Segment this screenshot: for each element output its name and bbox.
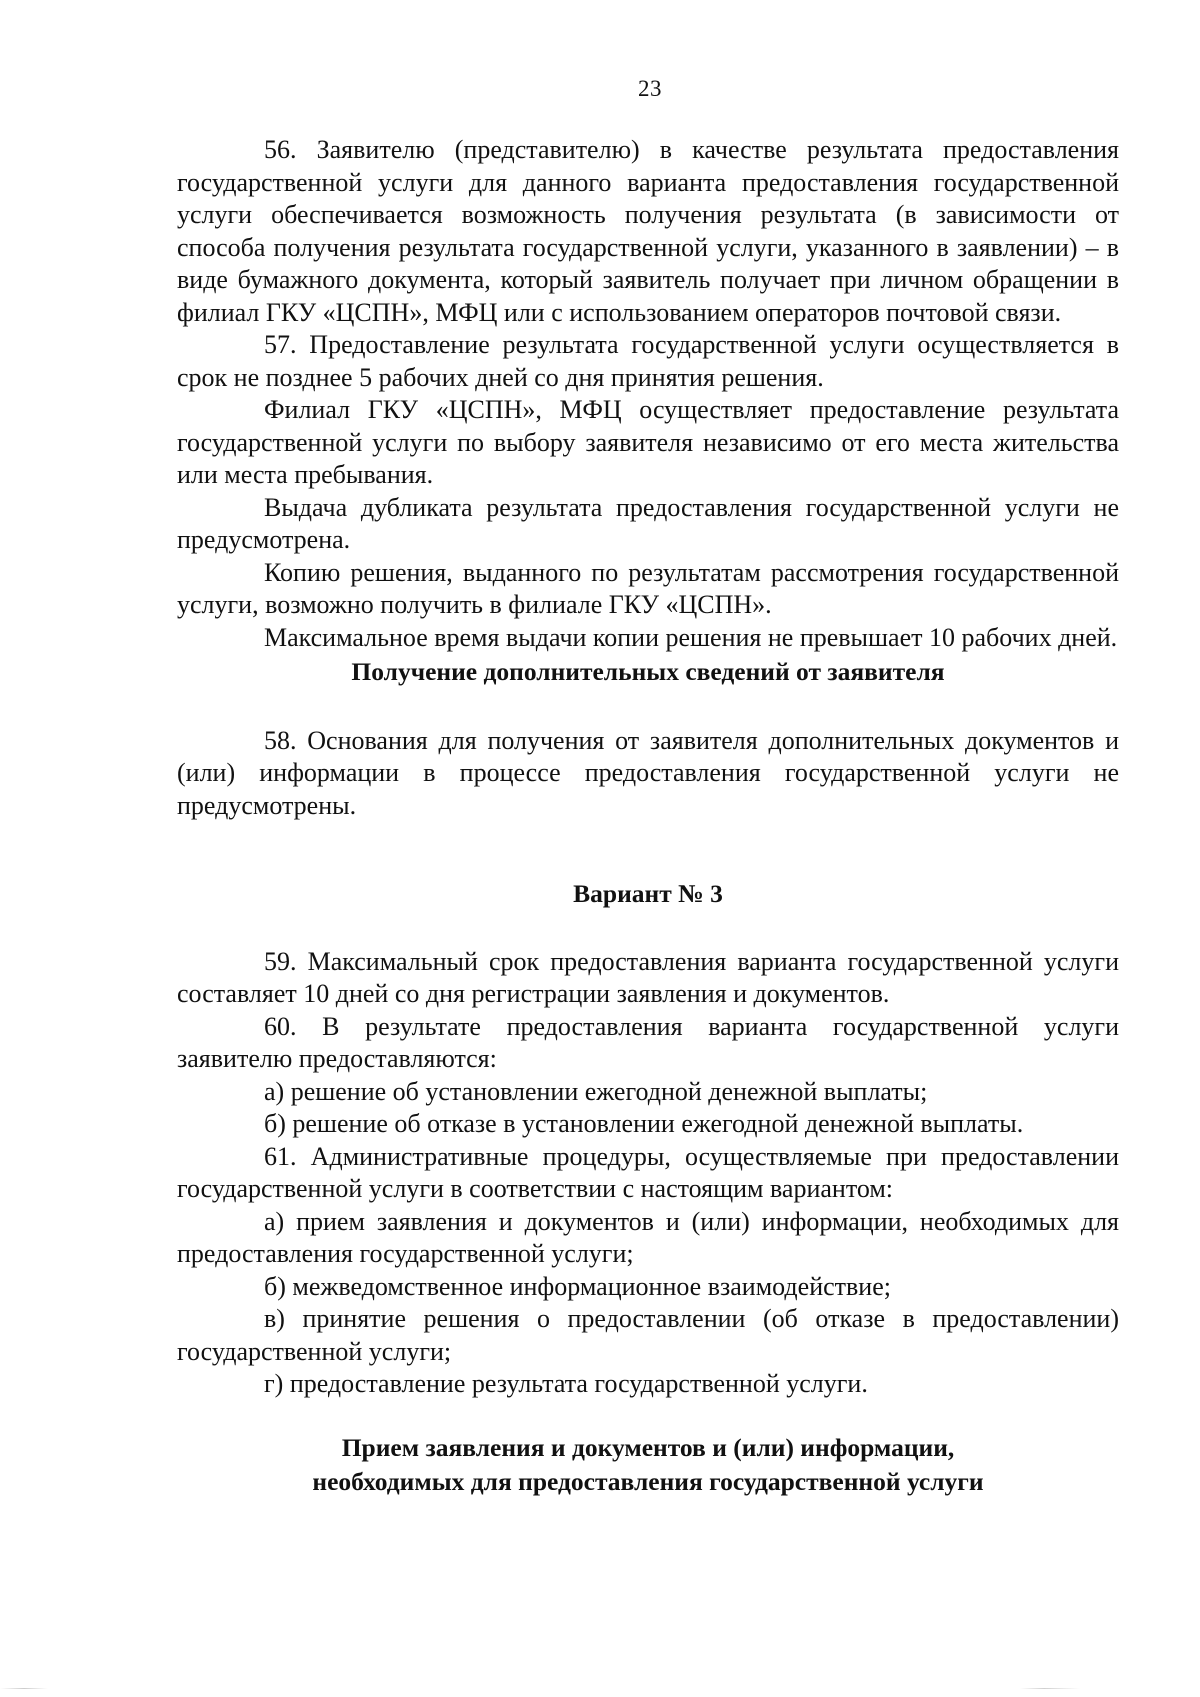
paragraph-61-c: в) принятие решения о предоставлении (об отказе в предоставлении) государственной услуги; xyxy=(177,1304,1119,1366)
paragraph-56: 56. Заявителю (представителю) в качестве результата предоставления государственной услуги для данного варианта предоставления государственной услуги обеспечивается возможность получения результата (в зависимости от способа получения результата государственной услуги, указанного в заявлении) – в виде бумажного документа, который заявитель получает при личном обращении в филиал ГКУ «ЦСПН», МФЦ или с использованием операторов почтовой связи. xyxy=(177,135,1119,327)
paragraph-57-duplicate: Выдача дубликата результата предоставления государственной услуги не предусмотрена. xyxy=(177,492,1119,554)
paragraph-61-a: а) прием заявления и документов и (или) информации, необходимых для предоставления государственной услуги; xyxy=(177,1206,1119,1268)
document-body xyxy=(177,134,1119,1499)
paragraph-57-copy: Копию решения, выданного по результатам рассмотрения государственной услуги, возможно получить в филиале ГКУ «ЦСПН». xyxy=(177,557,1119,619)
paragraph-59: 59. Максимальный срок предоставления варианта государственной услуги составляет 10 дней со дня регистрации заявления и документов. xyxy=(177,946,1119,1008)
heading-variant-3: Вариант № 3 xyxy=(573,879,723,908)
paragraph-57-max-time: Максимальное время выдачи копии решения не превышает 10 рабочих дней. xyxy=(264,622,1118,652)
paragraph-61: 61. Административные процедуры, осуществляемые при предоставлении государственной услуги в соответствии с настоящим вариантом: xyxy=(177,1141,1119,1203)
page-number: 23 xyxy=(638,76,662,101)
paragraph-60: 60. В результате предоставления варианта государственной услуги заявителю предоставляются: xyxy=(177,1011,1119,1073)
heading-reception-line-1: Прием заявления и документов и (или) информации, xyxy=(341,1432,955,1462)
paragraph-60-b: б) решение об отказе в установлении ежегодной денежной выплаты. xyxy=(264,1109,1024,1138)
scan-edge-artifact xyxy=(0,1688,1200,1689)
heading-reception-line-2: необходимых для предоставления государственной услуги xyxy=(312,1466,984,1496)
paragraph-57: 57. Предоставление результата государственной услуги осуществляется в срок не позднее 5 рабочих дней со дня принятия решения. xyxy=(177,330,1119,392)
paragraph-60-a: а) решение об установлении ежегодной денежной выплаты; xyxy=(264,1076,928,1106)
heading-get-info: Получение дополнительных сведений от заявителя xyxy=(351,657,945,686)
heading-reception xyxy=(177,1431,1119,1499)
paragraph-58: 58. Основания для получения от заявителя дополнительных документов и (или) информации в процессе предоставления государственной услуги не предусмотрены. xyxy=(177,725,1119,820)
paragraph-61-d: г) предоставление результата государственной услуги. xyxy=(264,1369,868,1398)
paragraph-61-b: б) межведомственное информационное взаимодействие; xyxy=(264,1271,891,1301)
paragraph-57-branch: Филиал ГКУ «ЦСПН», МФЦ осуществляет предоставление результата государственной услуги по выбору заявителя независимо от его места жительства или места пребывания. xyxy=(177,395,1119,489)
